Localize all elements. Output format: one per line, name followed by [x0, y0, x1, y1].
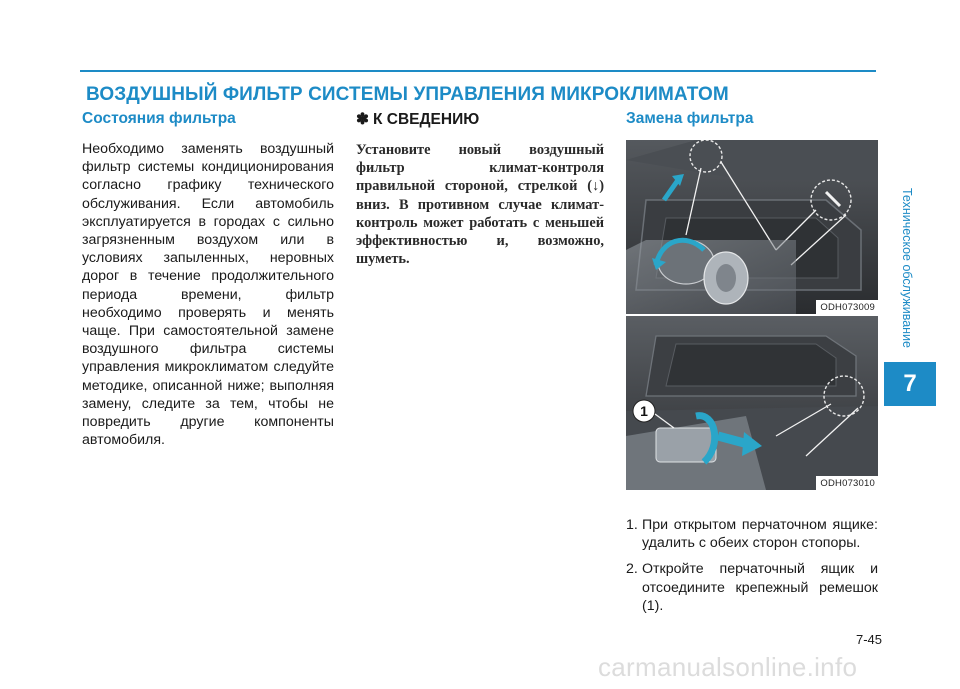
step-text: Откройте перчаточный ящик и отсоедините крепежный ремешок (1).	[642, 561, 878, 614]
asterisk-icon: ✽	[356, 111, 369, 128]
figure-code: ODH073010	[816, 476, 878, 490]
figure-glovebox-strap	[626, 316, 878, 490]
notice-paragraph: Установите новый воздушный фильтр климат-контроля правильной стороной, стрелкой (↓) вниз. В противном случае климат-контроль может работать с меньшей эффективностью и, возможно, шуметь.	[356, 142, 604, 268]
header-rule	[80, 70, 876, 72]
column-filter-replacement	[626, 110, 878, 623]
chapter-tab: 7	[884, 362, 936, 406]
list-item	[626, 560, 878, 615]
notice-title: К СВЕДЕНИЮ	[373, 111, 480, 128]
figure-glovebox-stopper	[626, 140, 878, 314]
section-heading-replacement: Замена фильтра	[626, 110, 754, 127]
figure-code: ODH073009	[816, 300, 878, 314]
glovebox-strap-illustration	[626, 316, 878, 490]
replacement-steps	[626, 516, 878, 615]
list-item	[626, 516, 878, 552]
step-number: 1.	[626, 517, 638, 533]
column-notice	[356, 110, 604, 268]
step-number: 2.	[626, 561, 638, 578]
notice-heading	[356, 110, 604, 129]
column-filter-condition	[82, 110, 334, 449]
page-title: ВОЗДУШНЫЙ ФИЛЬТР СИСТЕМЫ УПРАВЛЕНИЯ МИКРОКЛИМАТОМ	[86, 84, 729, 105]
side-section-title	[897, 168, 917, 368]
step-text: При открытом перчаточном ящике: удалить с обеих сторон стопоры.	[642, 517, 878, 552]
glovebox-stopper-illustration	[626, 140, 878, 314]
callout-number: 1	[640, 403, 648, 419]
watermark: carmanualsonline.info	[598, 652, 858, 682]
condition-paragraph: Необходимо заменять воздушный фильтр системы кондиционирования согласно графику технического обслуживания. Если автомобиль эксплуатируется в городах с сильно загрязненным воздухом или в условиях запыленных, неровных дорог в течение продолжительного периода времени, фильтр необходимо проверять и менять чаще. При самостоятельной замене воздушного фильтра системы управления микроклиматом следуйте методике, описанной ниже; выполняя замену, следите за тем, чтобы не повредить другие компоненты автомобиля.	[82, 141, 334, 449]
page-number: 7-45	[855, 632, 882, 647]
side-section-label: Техническое обслуживание	[900, 188, 914, 348]
section-heading-condition: Состояния фильтра	[82, 110, 236, 127]
